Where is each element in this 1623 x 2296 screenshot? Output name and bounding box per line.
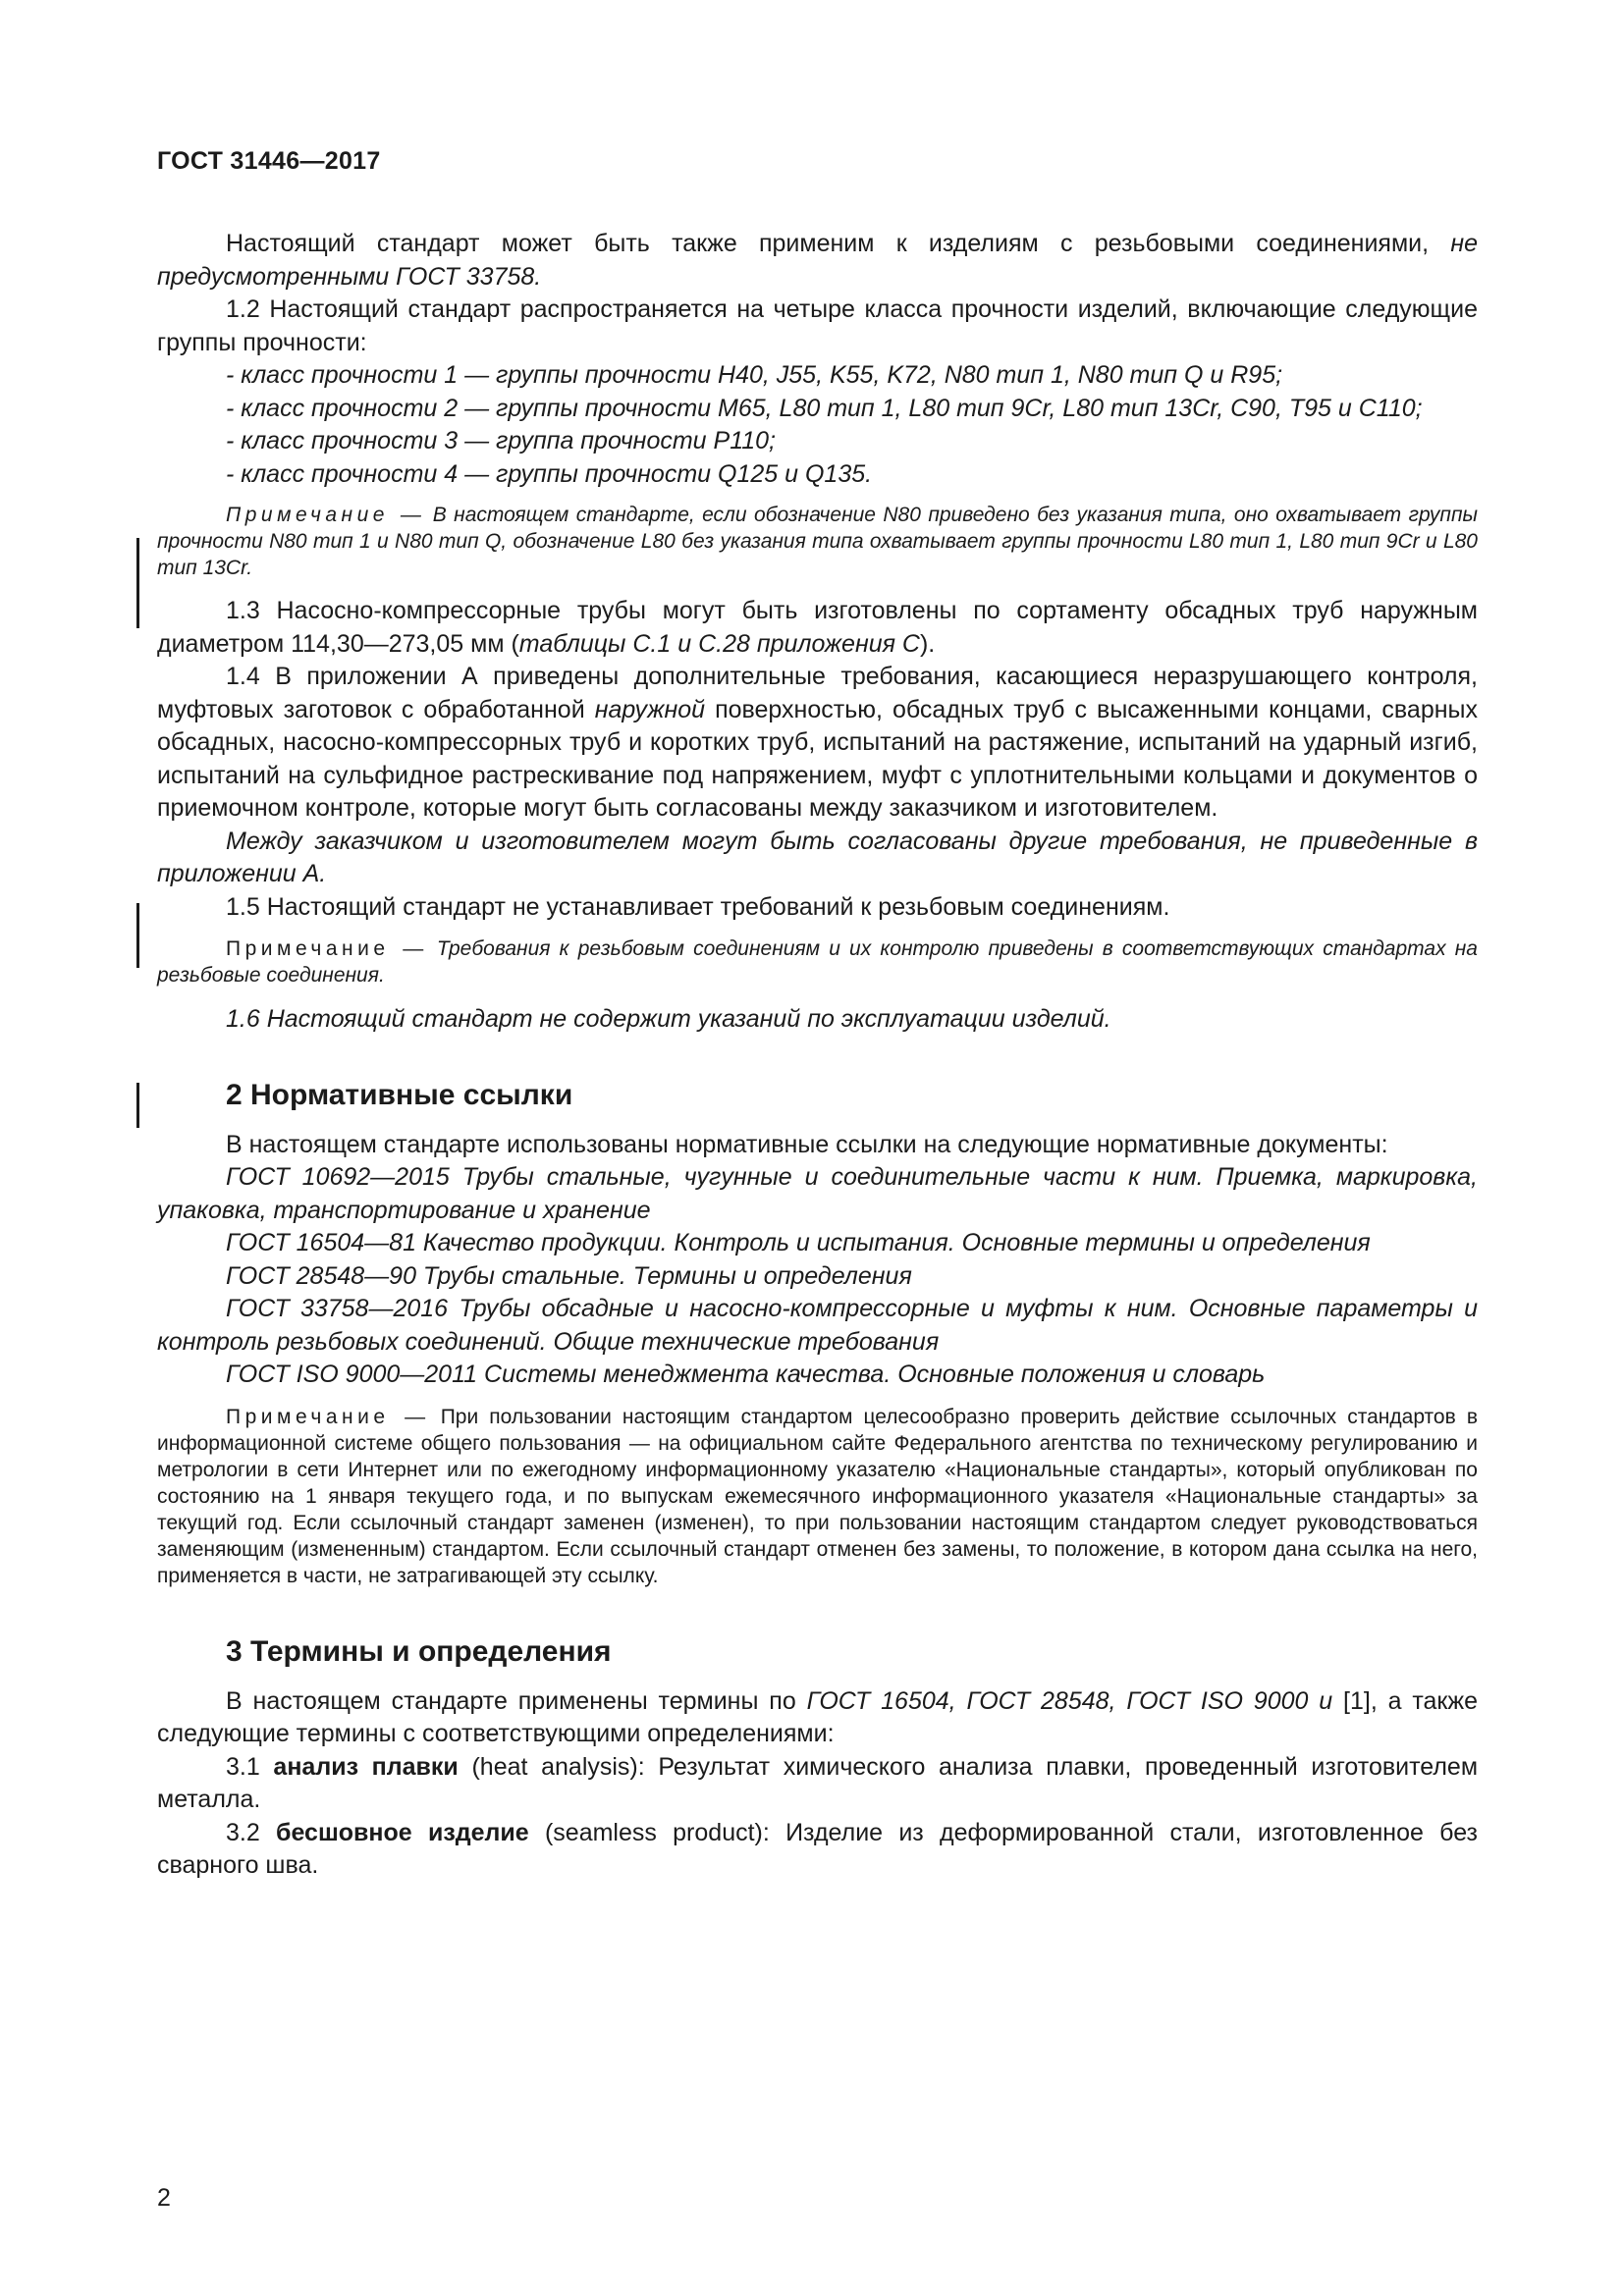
list-item: - класс прочности 1 — группы прочности Н40, J55, K55, K72, N80 тип 1, N80 тип Q и R95; <box>226 361 1283 389</box>
list-item: - класс прочности 4 — группы прочности Q125 и Q135. <box>226 459 873 488</box>
section-title: 3 Термины и определения <box>226 1634 612 1668</box>
reference-item: ГОСТ ISO 9000—2011 Системы менеджмента качества. Основные положения и словарь <box>226 1361 1266 1388</box>
section-title: 2 Нормативные ссылки <box>226 1078 573 1111</box>
list-item: - класс прочности 3 — группа прочности Р110; <box>226 427 776 454</box>
reference-item: ГОСТ 10692—2015 Трубы стальные, чугунные и соединительные части к ним. Приемка, маркировка, упаковка, транспортирование и хранение <box>157 1163 1478 1224</box>
paragraph: 1.5 Настоящий стандарт не устанавливает требований к резьбовым соединениям. <box>226 892 1170 921</box>
paragraph: Между заказчиком и изготовителем могут быть согласованы другие требования, не приведенные в приложении А. <box>157 827 1478 887</box>
paragraph: В настоящем стандарте применены термины по ГОСТ 16504, ГОСТ 28548, ГОСТ ISO 9000 и [1], а также следующие термины с соответствующими определениями: <box>157 1686 1478 1747</box>
list-item: - класс прочности 2 — группы прочности М65, L80 тип 1, L80 тип 9Cr, L80 тип 13Cr, С90, Т95 и С110; <box>226 394 1423 422</box>
term-definition: 3.2 бесшовное изделие (seamless product): Изделие из деформированной стали, изготовленное без сварного шва. <box>157 1818 1479 1879</box>
paragraph: 1.4 В приложении А приведены дополнительные требования, касающиеся неразрушающего контроля, муфтовых заготовок с обработанной наружной поверхностью, обсадных труб с высаженными концами, сварных обсадных, насосно-компрессорных труб и коротких труб, испытаний на растяжение, испытаний на ударный изгиб, испытаний на сульфидное растрескивание под напряжением, муфт с уплотнительными кольцами и документов о приемочном контроле, которые могут быть согласованы между заказчиком и изготовителем. <box>157 663 1478 822</box>
document-body <box>157 0 1478 1883</box>
paragraph: 1.3 Насосно-компрессорные трубы могут быть изготовлены по сортаменту обсадных труб наружным диаметром 114,30—273,05 мм (таблицы С.1 и С.28 приложения С). <box>157 597 1478 658</box>
change-bar <box>136 538 139 628</box>
reference-item: ГОСТ 33758—2016 Трубы обсадные и насосно-компрессорные и муфты к ним. Основные параметры и контроль резьбовых соединений. Общие технические требования <box>157 1295 1478 1356</box>
page-number: 2 <box>157 2184 171 2212</box>
paragraph: 1.2 Настоящий стандарт распространяется на четыре класса прочности изделий, включающие следующие группы прочности: <box>157 295 1478 356</box>
paragraph: Настоящий стандарт может быть также применим к изделиям с резьбовыми соединениями, не предусмотренными ГОСТ 33758. <box>157 230 1478 291</box>
note: Примечание — В настоящем стандарте, если обозначение N80 приведено без указания типа, оно охватывает группы прочности N80 тип 1 и N80 тип Q, обозначение L80 без указания типа охватывает группы прочности L80 тип 1, L80 тип 9Cr и L80 тип 13Cr. <box>157 504 1478 579</box>
paragraph: В настоящем стандарте использованы нормативные ссылки на следующие нормативные документы: <box>226 1130 1388 1158</box>
reference-item: ГОСТ 28548—90 Трубы стальные. Термины и определения <box>226 1261 912 1290</box>
reference-item: ГОСТ 16504—81 Качество продукции. Контроль и испытания. Основные термины и определения <box>226 1229 1371 1256</box>
term-definition: 3.1 анализ плавки (heat analysis): Результат химического анализа плавки, проведенный изготовителем металла. <box>157 1752 1479 1813</box>
note: Примечание — Требования к резьбовым соединениям и их контролю приведены в соответствующих стандартах на резьбовые соединения. <box>157 937 1478 987</box>
note: Примечание — При пользовании настоящим стандартом целесообразно проверить действие ссылочных стандартов в информационной системе общего пользования — на официальном сайте Федерального агентства по техническому регулированию и метрологии в сети Интернет или по ежегодному информационному указателю «Национальные стандарты», который опубликован по состоянию на 1 января текущего года, и по выпускам ежемесячного информационного указателя «Национальные стандарты» за текущий год. Если ссылочный стандарт заменен (изменен), то при пользовании настоящим стандартом следует руководствоваться заменяющим (измененным) стандартом. Если ссылочный стандарт отменен без замены, то положение, в котором дана ссылка на него, применяется в части, не затрагивающей эту ссылку. <box>157 1405 1478 1587</box>
paragraph: 1.6 Настоящий стандарт не содержит указаний по эксплуатации изделий. <box>226 1005 1111 1033</box>
change-bar <box>136 903 139 968</box>
change-bar <box>136 1083 139 1128</box>
document-header: ГОСТ 31446—2017 <box>157 147 381 175</box>
